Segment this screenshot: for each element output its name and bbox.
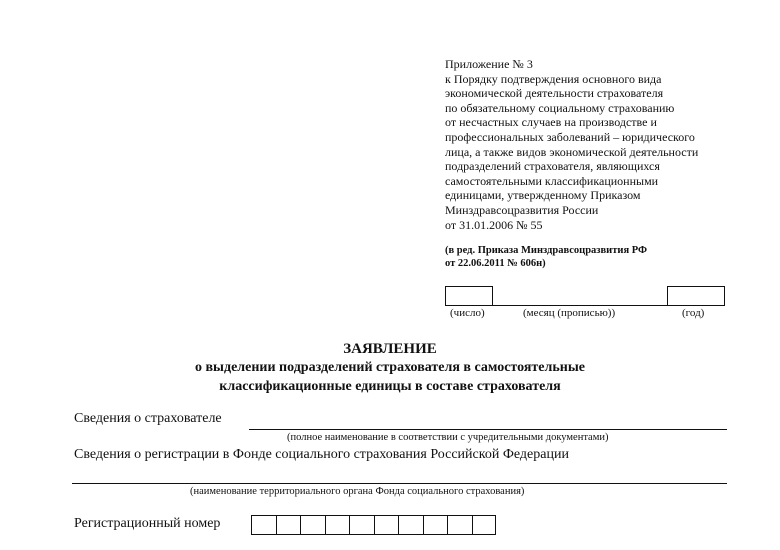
amendment-line: от 22.06.2011 № 606н): [445, 258, 546, 269]
reg-number-cells[interactable]: [251, 515, 496, 535]
amendment-note: [445, 244, 765, 270]
appendix-block: [445, 57, 765, 232]
document-subtitle-line2: классификационные единицы в составе страхователя: [219, 379, 561, 394]
reg-number-cell[interactable]: [300, 515, 325, 535]
document-title: ЗАЯВЛЕНИЕ: [343, 341, 437, 357]
reg-number-cell[interactable]: [276, 515, 301, 535]
reg-number-cell[interactable]: [374, 515, 399, 535]
insurer-field[interactable]: [249, 429, 727, 430]
reg-number-cell[interactable]: [398, 515, 423, 535]
reg-number-cell[interactable]: [251, 515, 276, 535]
month-field[interactable]: [493, 305, 667, 306]
territorial-caption: (наименование территориального органа Фонда социального страхования): [190, 486, 525, 497]
day-caption: (число): [450, 307, 485, 319]
appendix-line: профессиональных заболеваний – юридического: [445, 129, 695, 144]
insurer-caption: (полное наименование в соответствии с учредительными документами): [287, 432, 609, 443]
appendix-line: Приложение № 3: [445, 57, 533, 71]
reg-number-cell[interactable]: [423, 515, 448, 535]
amendment-line: (в ред. Приказа Минздравсоцразвития РФ: [445, 245, 648, 256]
year-caption: (год): [682, 307, 705, 319]
registration-label: Сведения о регистрации в Фонде социального страхования Российской Федерации: [74, 447, 569, 462]
appendix-line: единицами, утвержденному Приказом: [445, 188, 641, 203]
reg-number-cell[interactable]: [349, 515, 374, 535]
insurer-label: Сведения о страхователе: [74, 411, 222, 426]
reg-number-cell[interactable]: [472, 515, 497, 535]
appendix-line: по обязательному социальному страхованию: [445, 100, 675, 115]
document-subtitle-line1: о выделении подразделений страхователя в самостоятельные: [195, 360, 585, 375]
appendix-line: лица, а также видов экономической деятельности: [445, 144, 699, 159]
reg-number-label: Регистрационный номер: [74, 516, 221, 531]
appendix-line: самостоятельными классификационными: [445, 173, 659, 188]
appendix-line: экономической деятельности страхователя: [445, 86, 664, 101]
territorial-body-field[interactable]: [72, 483, 727, 484]
year-field[interactable]: [667, 286, 725, 306]
day-field[interactable]: [445, 286, 493, 306]
appendix-line: от несчастных случаев на производстве и: [445, 115, 657, 130]
appendix-line: от 31.01.2006 № 55: [445, 217, 543, 232]
appendix-line: к Порядку подтверждения основного вида: [445, 71, 662, 86]
appendix-line: подразделений страхователя, являющихся: [445, 159, 660, 174]
month-caption: (месяц (прописью)): [523, 307, 616, 319]
reg-number-cell[interactable]: [325, 515, 350, 535]
appendix-line: Минздравсоцразвития России: [445, 202, 599, 217]
reg-number-cell[interactable]: [447, 515, 472, 535]
